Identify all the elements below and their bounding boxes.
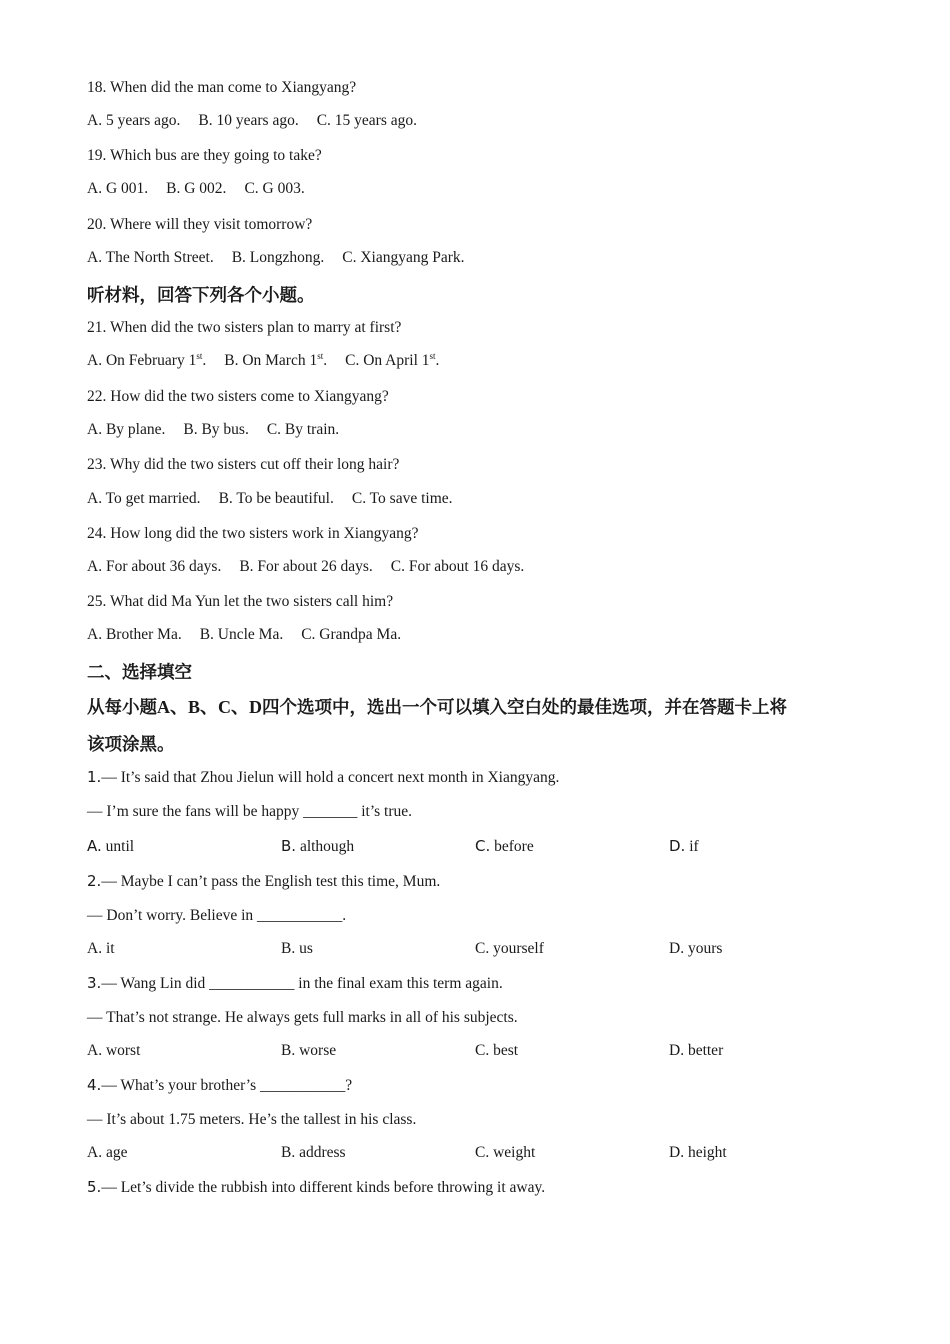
question-text: — Maybe I can’t pass the English test this time, Mum. (101, 873, 441, 890)
option-c (475, 836, 534, 857)
option-c: C. To save time. (351, 490, 453, 507)
question-18-options (87, 111, 435, 131)
question-25-options (87, 625, 419, 645)
section-2-title: 二、选择填空 (87, 663, 192, 683)
mc-question-4-reply: — It’s about 1.75 meters. He’s the tallest in his class. (87, 1111, 417, 1128)
option-c: C. 15 years ago. (316, 112, 417, 129)
option-letter: B. (281, 837, 297, 855)
question-number: 2. (87, 872, 102, 890)
mc-question-4 (87, 1075, 352, 1096)
question-22-options (87, 420, 357, 440)
question-number: 5. (87, 1178, 102, 1196)
instr-post: 四个选项中，选出一个可以填入空白处的最佳选项，并在答题卡上将 (262, 698, 788, 718)
question-23-options (87, 489, 471, 509)
question-22: 22. How did the two sisters come to Xiangyang? (87, 388, 389, 405)
question-21: 21. When did the two sisters plan to marry at first? (87, 319, 402, 336)
option-text: before (490, 838, 534, 855)
question-21-options (87, 351, 457, 371)
instr-letters: A、B、C、D (157, 697, 263, 717)
option-a: A. The North Street. (87, 249, 214, 266)
option-b: B. 10 years ago. (198, 112, 299, 129)
option-a: A. For about 36 days. (87, 558, 222, 575)
question-20-options (87, 248, 483, 268)
option-b-text: B. On March 1 (224, 352, 318, 369)
option-a (87, 836, 134, 857)
mc-question-5 (87, 1177, 545, 1198)
option-c (345, 352, 439, 369)
mc-question-1-reply: — I’m sure the fans will be happy _______ it’s true. (87, 803, 413, 820)
period: . (435, 352, 440, 369)
option-letter: C. (475, 837, 491, 855)
question-24-options (87, 557, 542, 577)
option-b: B. By bus. (183, 421, 249, 438)
question-19-options (87, 179, 323, 199)
instr-pre: 从每小题 (87, 698, 157, 718)
option-b: B. Uncle Ma. (199, 626, 284, 643)
option-b: B. Longzhong. (231, 249, 325, 266)
option-letter: D. (669, 837, 686, 855)
question-25: 25. What did Ma Yun let the two sisters call him? (87, 593, 394, 610)
option-letter: A. (87, 837, 102, 855)
section-2-instructions-line2: 该项涂黑。 (87, 735, 175, 755)
option-a-text: A. On February 1 (87, 352, 197, 369)
option-c: C. By train. (266, 421, 340, 438)
option-b: B. G 002. (166, 180, 227, 197)
option-c: C. Xiangyang Park. (342, 249, 465, 266)
question-23: 23. Why did the two sisters cut off their long hair? (87, 456, 400, 473)
mc-question-2 (87, 871, 440, 892)
option-a: A. 5 years ago. (87, 112, 181, 129)
ordinal-suffix: st (196, 351, 203, 361)
question-text: — Wang Lin did ___________ in the final exam this term again. (101, 975, 503, 992)
question-number: 3. (87, 974, 102, 992)
option-b (281, 836, 354, 857)
option-text: if (685, 838, 699, 855)
option-a (87, 352, 206, 369)
option-a: A. it (87, 940, 115, 957)
option-text: although (296, 838, 355, 855)
option-c: C. Grandpa Ma. (301, 626, 402, 643)
mc-question-3-reply: — That’s not strange. He always gets full marks in all of his subjects. (87, 1009, 518, 1026)
option-c: C. G 003. (244, 180, 305, 197)
section-2-instructions (87, 696, 787, 719)
option-a: A. Brother Ma. (87, 626, 182, 643)
option-d: D. yours (669, 940, 723, 957)
option-b: B. address (281, 1144, 346, 1161)
question-number: 4. (87, 1076, 102, 1094)
question-24: 24. How long did the two sisters work in Xiangyang? (87, 525, 419, 542)
question-text: — What’s your brother’s ___________? (101, 1077, 353, 1094)
option-a: A. By plane. (87, 421, 166, 438)
option-a: A. age (87, 1144, 128, 1161)
option-b: B. us (281, 940, 313, 957)
option-d: D. better (669, 1042, 724, 1059)
question-19: 19. Which bus are they going to take? (87, 147, 322, 164)
period: . (323, 352, 328, 369)
question-text: — It’s said that Zhou Jielun will hold a concert next month in Xiangyang. (101, 769, 560, 786)
option-d: D. height (669, 1144, 727, 1161)
mc-question-1 (87, 767, 559, 788)
option-text: until (101, 838, 135, 855)
option-b: B. To be beautiful. (218, 490, 334, 507)
option-b: B. For about 26 days. (239, 558, 373, 575)
option-c: C. weight (475, 1144, 536, 1161)
question-18: 18. When did the man come to Xiangyang? (87, 79, 357, 96)
listening-heading: 听材料，回答下列各个小题。 (87, 286, 315, 306)
ordinal-suffix: st (317, 351, 324, 361)
question-text: — Let’s divide the rubbish into different kinds before throwing it away. (101, 1179, 546, 1196)
option-b: B. worse (281, 1042, 337, 1059)
option-a: A. To get married. (87, 490, 201, 507)
ordinal-suffix: st (429, 351, 436, 361)
mc-question-3 (87, 973, 503, 994)
option-d (669, 836, 699, 857)
option-c-text: C. On April 1 (345, 352, 430, 369)
option-b (224, 352, 327, 369)
option-a: A. G 001. (87, 180, 149, 197)
option-c: C. best (475, 1042, 519, 1059)
mc-question-2-reply: — Don’t worry. Believe in ___________. (87, 907, 347, 924)
question-20: 20. Where will they visit tomorrow? (87, 216, 313, 233)
option-a: A. worst (87, 1042, 141, 1059)
period: . (202, 352, 207, 369)
option-c: C. For about 16 days. (390, 558, 525, 575)
question-number: 1. (87, 768, 102, 786)
option-c: C. yourself (475, 940, 544, 957)
